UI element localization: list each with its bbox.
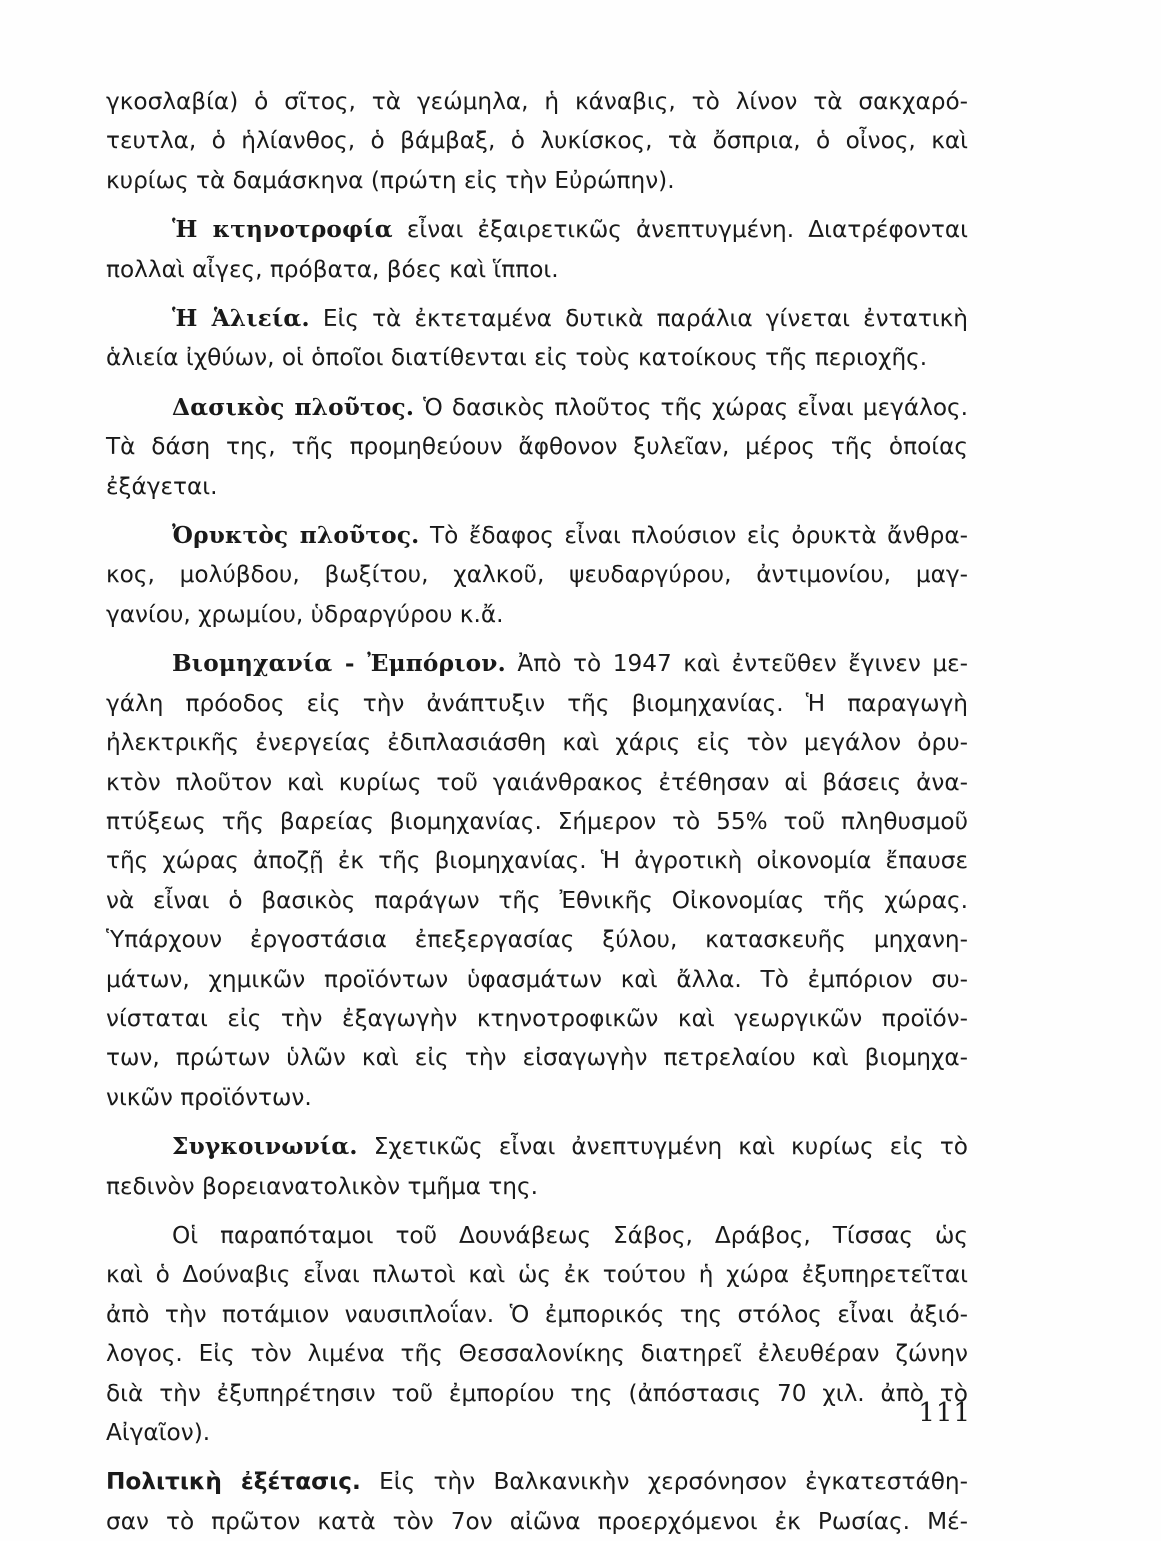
paragraph-transport [106,1127,968,1206]
text-line [106,516,968,555]
paragraph-industry [106,644,968,1117]
paragraph-fishing [106,299,968,378]
text-line: κυρίως τὰ δαμάσκηνα (πρώτη εἰς τὴν Εὐρώπην). [106,166,675,194]
text-run: Σχετικῶς εἶναι ἀνεπτυγμένη καὶ κυρίως εἰς τὸ [357,1133,968,1161]
body-text [106,82,968,1541]
text-line: ἐξάγεται. [106,472,218,500]
text-line: νικῶν προϊόντων. [106,1083,312,1111]
text-line: κος, μολύβδου, βωξίτου, χαλκοῦ, ψευδαργύρου, ἀντιμονίου, μαγ- [106,561,968,589]
text-line: καὶ ὁ Δούναβις εἶναι πλωτοὶ καὶ ὡς ἐκ τούτου ἡ χώρα ἐξυπηρετεῖται [106,1261,968,1289]
text-line: γανίου, χρωμίου, ὑδραργύρου κ.ἄ. [106,600,504,628]
text-run: Ἀπὸ τὸ 1947 καὶ ἐντεῦθεν ἔγινεν με- [505,650,968,678]
text-line: πτύξεως τῆς βαρείας βιομηχανίας. Σήμερον τὸ 55% τοῦ πληθυσμοῦ [106,807,968,835]
section-heading: Βιομηχανία - Ἐμπόριον. [172,650,506,678]
text-line [106,644,968,683]
paragraph-minerals [106,516,968,634]
paragraph-crops [106,82,968,200]
text-line: νίσταται εἰς τὴν ἐξαγωγὴν κτηνοτροφικῶν καὶ γεωργικῶν προϊόν- [106,1004,968,1032]
text-line: Αἰγαῖον). [106,1419,211,1446]
text-line [106,1462,968,1501]
text-line: ἁλιεία ἰχθύων, οἱ ὁποῖοι διατίθενται εἰς τοὺς κατοίκους τῆς περιοχῆς. [106,344,928,372]
text-line: πεδινὸν βορειανατολικὸν τμῆμα της. [106,1172,538,1200]
text-line: Ὑπάρχουν ἐργοστάσια ἐπεξεργασίας ξύλου, κατασκευῆς μηχανη- [106,926,968,954]
section-heading: Πολιτικὴ ἐξέτασις. [106,1468,361,1496]
section-heading: Ἡ Ἁλιεία. [172,305,310,333]
text-line: γάλη πρόοδος εἰς τὴν ἀνάπτυξιν τῆς βιομηχανίας. Ἡ παραγωγὴ [106,689,968,717]
text-line [106,1127,968,1166]
section-heading: Δασικὸς πλοῦτος. [172,393,415,421]
text-run: Ὁ δασικὸς πλοῦτος τῆς χώρας εἶναι μεγάλος. [414,393,968,421]
text-line: γκοσλαβία) ὁ σῖτος, τὰ γεώμηλα, ἡ κάναβις, τὸ λίνον τὰ σακχαρό- [106,88,968,115]
paragraph-livestock [106,210,968,289]
text-run: Εἰς τὰ ἐκτεταμένα δυτικὰ παράλια γίνεται ἐντατικὴ [309,305,968,333]
text-run: εἶναι ἐξαιρετικῶς ἀνεπτυγμένη. Διατρέφονται [392,216,968,244]
text-line: Οἱ παραπόταμοι τοῦ Δουνάβεως Σάβος, Δράβος, Τίσσας ὡς [172,1221,968,1249]
text-line: πολλαὶ αἶγες, πρόβατα, βόες καὶ ἵπποι. [106,255,559,283]
page-number: 111 [918,1398,971,1428]
text-line: μάτων, χημικῶν προϊόντων ὑφασμάτων καὶ ἄλλα. Τὸ ἐμπόριον συ- [106,965,968,993]
paragraph-rivers [106,1216,968,1452]
section-heading: Ἡ κτηνοτροφία [172,216,393,244]
text-line: σαν τὸ πρῶτον κατὰ τὸν 7ον αἰῶνα προερχόμενοι ἐκ Ρωσίας. Μέ- [106,1507,968,1535]
text-line: ἀπὸ τὴν ποτάμιον ναυσιπλοΐαν. Ὁ ἐμπορικός της στόλος εἶναι ἀξιό- [106,1300,968,1328]
text-line: διὰ τὴν ἐξυπηρέτησιν τοῦ ἐμπορίου της (ἀπόστασις 70 χιλ. ἀπὸ τὸ [106,1379,968,1407]
text-line: τευτλα, ὁ ἡλίανθος, ὁ βάμβαξ, ὁ λυκίσκος, τὰ ὄσπρια, ὁ οἶνος, καὶ [106,127,968,155]
text-line: ἠλεκτρικῆς ἐνεργείας ἐδιπλασιάσθη καὶ χάρις εἰς τὸν μεγάλον ὀρυ- [106,729,968,757]
text-line: Τὰ δάση της, τῆς προμηθεύουν ἄφθονον ξυλεῖαν, μέρος τῆς ὁποίας [106,433,968,461]
text-line: των, πρώτων ὑλῶν καὶ εἰς τὴν εἰσαγωγὴν πετρελαίου καὶ βιομηχα- [106,1044,968,1072]
section-heading: Ὀρυκτὸς πλοῦτος. [172,522,420,550]
text-run: Εἰς τὴν Βαλκανικὴν χερσόνησον ἐγκατεστάθη- [360,1468,968,1496]
text-line [106,299,968,338]
text-line: λογος. Εἰς τὸν λιμένα τῆς Θεσσαλονίκης διατηρεῖ ἐλευθέραν ζώνην [106,1340,968,1368]
paragraph-political [106,1462,968,1541]
text-line: νὰ εἶναι ὁ βασικὸς παράγων τῆς Ἐθνικῆς Οἰκονομίας τῆς χώρας. [106,886,968,914]
text-run: Τὸ ἔδαφος εἶναι πλούσιον εἰς ὀρυκτὰ ἄνθρα- [419,522,968,550]
paragraph-forest [106,388,968,506]
section-heading: Συγκοινωνία. [172,1133,358,1161]
text-line: τῆς χώρας ἀποζῇ ἐκ τῆς βιομηχανίας. Ἡ ἀγροτικὴ οἰκονομία ἔπαυσε [106,847,968,875]
text-line [106,210,968,249]
text-line [106,388,968,427]
text-line: κτὸν πλοῦτον καὶ κυρίως τοῦ γαιάνθρακος ἐτέθησαν αἱ βάσεις ἀνα- [106,768,968,796]
